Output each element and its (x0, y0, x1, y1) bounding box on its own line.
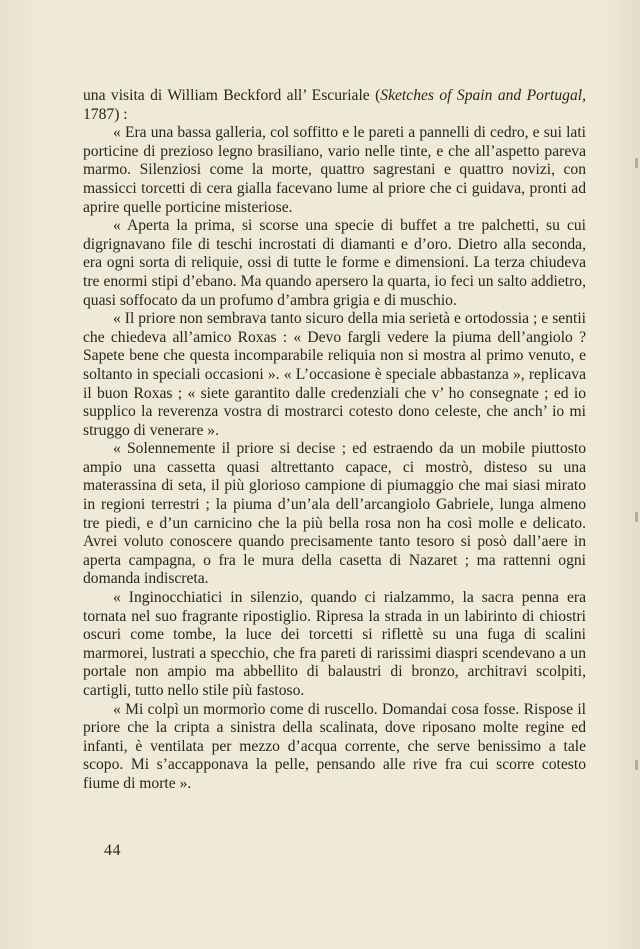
paragraph-6: « Mi colpì un mormorìo come di ruscello. Domandai cosa fosse. Rispose il priore che la cripta a sinistra della scalinata, dove riposano molte regine ed infanti, è ventilata per mezzo d’acqua corrente, che serve benissimo a tale scopo. Mi s’accapponava la pelle, pensando alle rive fra cui scorre cotesto fiume di morte ». (83, 700, 586, 792)
intro-date: 1787) : (83, 105, 128, 123)
intro-text: una visita di William Beckford all’ Escuriale ( (83, 87, 381, 104)
page-edge-mark (635, 158, 638, 168)
page-edge-mark (635, 512, 638, 522)
paragraph-1: « Era una bassa galleria, col soffitto e le pareti a pannelli di cedro, e sui lati porticine di prezioso legno brasiliano, vario nelle tinte, e che all’aspetto pareva marmo. Silenziosi come la morte, quattro sagrestani e quattro novizi, con massicci torcetti di cera gialla facevano lume al priore che ci guidava, pronti ad aprire quelle porticine misteriose. (83, 124, 586, 216)
book-title-italic: Sketches of Spain and Portugal, (380, 87, 586, 104)
paragraph-4: « Solennemente il priore si decise ; ed estraendo da un mobile piuttosto ampio una cassetta quasi altrettanto capace, ci mostrò, disteso su una materassina di seta, il più glorioso campione di piumaggio che mai siasi mirato in regioni terrestri ; la piuma d’un’ala dell’arcangiolo Gabriele, lunga almeno tre piedi, e d’un carnicino che la più bella rosa non ha così molle e delicato. Avrei voluto conoscere quando precisamente tanto tesoro si posò dall’aere in aperta campagna, o fra le mura della casetta di Nazaret ; ma rattenni ogni domanda indiscreta. (83, 440, 586, 588)
intro-line (83, 87, 586, 124)
paragraph-5: « Inginocchiatici in silenzio, quando ci rialzammo, la sacra penna era tornata nel suo fragrante ripostiglio. Ripresa la strada in un labirinto di chiostri oscuri come tombe, la luce dei torcetti si riflettè su una fuga di scalini marmorei, lustrati a specchio, che fra pareti di rarissimi diaspri scendevano a un portale non ampio ma abbellito di balaustri di bronzo, architravi scolpiti, cartigli, tutto nello stile più fastoso. (83, 589, 586, 699)
paragraph-2: « Aperta la prima, si scorse una specie di buffet a tre palchetti, su cui digrignavano file di teschi incrostati di diamanti e d’oro. Dietro alla seconda, era ogni sorta di reliquie, ossi di tutte le forme e dimensioni. La terza chiudeva tre enormi stipi d’ebano. Ma quando apersero la quarta, io feci un salto addietro, quasi soffocato da un profumo d’ambra grigia e di muschio. (83, 217, 586, 309)
paragraph-3: « Il priore non sembrava tanto sicuro della mia serietà e ortodossia ; e sentii che chiedeva all’amico Roxas : « Devo fargli vedere la piuma dell’angiolo ? Sapete bene che questa incomparabile reliquia non si mostra al primo venuto, e soltanto in speciali occasioni ». « L’occasione è speciale abbastanza », replicava il buon Roxas ; « siete garantito dalle credenziali che v’ ho consegnate ; ed io supplico la reverenza vostra di mostrarci cotesto dono celeste, che anch’ io mi struggo di venerare ». (83, 310, 586, 439)
body-text (83, 87, 586, 794)
page-edge-mark (635, 760, 638, 770)
page-number: 44 (104, 842, 121, 859)
